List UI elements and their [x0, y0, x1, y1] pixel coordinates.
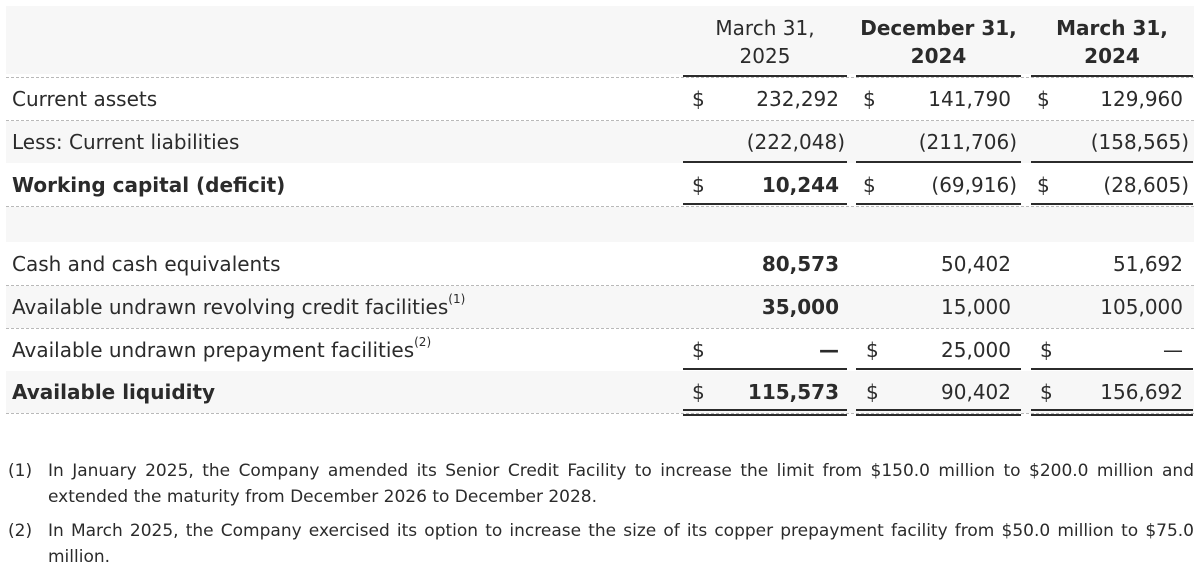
footnotes [8, 458, 1194, 578]
cell-value: 141,790 [928, 87, 1011, 111]
table-row [6, 286, 1194, 328]
column-header-month: December 31, [860, 16, 1017, 40]
cell-value: 156,692 [1100, 380, 1183, 404]
footnote-marker: (1) [448, 292, 466, 307]
currency-symbol: $ [692, 87, 705, 111]
spacer-row [6, 207, 1194, 242]
currency-symbol: $ [1040, 338, 1053, 362]
cell-value: (158,565) [1090, 130, 1189, 154]
row-label: Cash and cash equivalents [12, 252, 281, 276]
currency-symbol: $ [692, 338, 705, 362]
subtotal-underline [1031, 368, 1193, 370]
currency-symbol: $ [1037, 173, 1050, 197]
subtotal-underline [683, 161, 847, 163]
row-divider [6, 413, 1194, 414]
cell-value: 50,402 [941, 252, 1011, 276]
cell-value: 232,292 [756, 87, 839, 111]
row-label-text: Available undrawn revolving credit facilities [12, 295, 449, 319]
currency-symbol: $ [1037, 87, 1050, 111]
cell-value: 129,960 [1100, 87, 1183, 111]
subtotal-underline [856, 161, 1021, 163]
column-header-mar-2024 [1036, 14, 1188, 70]
cell-value: 80,573 [761, 252, 839, 276]
cell-value: (211,706) [918, 130, 1017, 154]
table-row [6, 329, 1194, 371]
cell-value: — [1163, 338, 1183, 362]
footnote-text: In January 2025, the Company amended its Senior Credit Facility to increase the limit from $150.0 million to $200.0 million and extended the maturity from December 2026 to December 2028. [48, 461, 1194, 507]
cell-value: 35,000 [761, 295, 839, 319]
cell-value: (222,048) [746, 130, 845, 154]
cell-value: 90,402 [941, 380, 1011, 404]
cell-value: (28,605) [1103, 173, 1189, 197]
subtotal-underline [1031, 161, 1193, 163]
footnote [8, 518, 1194, 570]
column-header-mar-2025 [690, 14, 840, 70]
row-label: Current assets [12, 87, 158, 111]
table-row [6, 78, 1194, 120]
row-label [12, 335, 432, 362]
table-row [6, 243, 1194, 285]
currency-symbol: $ [866, 380, 879, 404]
currency-symbol: $ [692, 380, 705, 404]
subtotal-underline [683, 368, 847, 370]
footnote-text: In March 2025, the Company exercised its option to increase the size of its copper prepayment facility from $50.0 million to $75.0 million. [48, 521, 1194, 567]
cell-value: — [819, 338, 839, 362]
footnote-marker: (2) [414, 335, 432, 350]
row-label: Less: Current liabilities [12, 130, 240, 154]
row-label [12, 292, 466, 319]
row-label-text: Available undrawn prepayment facilities [12, 338, 415, 362]
column-header-month: March 31, [715, 16, 815, 40]
cell-value: 105,000 [1100, 295, 1183, 319]
cell-value: (69,916) [931, 173, 1017, 197]
currency-symbol: $ [863, 87, 876, 111]
currency-symbol: $ [866, 338, 879, 362]
cell-value: 51,692 [1113, 252, 1183, 276]
subtotal-underline [856, 368, 1021, 370]
table-row [6, 371, 1194, 413]
cell-value: 10,244 [761, 173, 839, 197]
currency-symbol: $ [1040, 380, 1053, 404]
column-header-year: 2024 [910, 44, 967, 68]
row-label: Available liquidity [12, 380, 216, 404]
cell-value: 115,573 [747, 380, 839, 404]
column-header-month: March 31, [1056, 16, 1168, 40]
footnote-marker: (1) [8, 461, 33, 481]
row-label: Working capital (deficit) [12, 173, 286, 197]
currency-symbol: $ [692, 173, 705, 197]
cell-value: 25,000 [941, 338, 1011, 362]
column-header-year: 2024 [1084, 44, 1140, 68]
cell-value: 15,000 [941, 295, 1011, 319]
currency-symbol: $ [863, 173, 876, 197]
column-header-year: 2025 [739, 44, 791, 68]
footnote [8, 458, 1194, 510]
table-row [6, 164, 1194, 206]
table-row [6, 121, 1194, 163]
footnote-marker: (2) [8, 521, 33, 541]
column-header-dec-2024 [856, 14, 1021, 70]
